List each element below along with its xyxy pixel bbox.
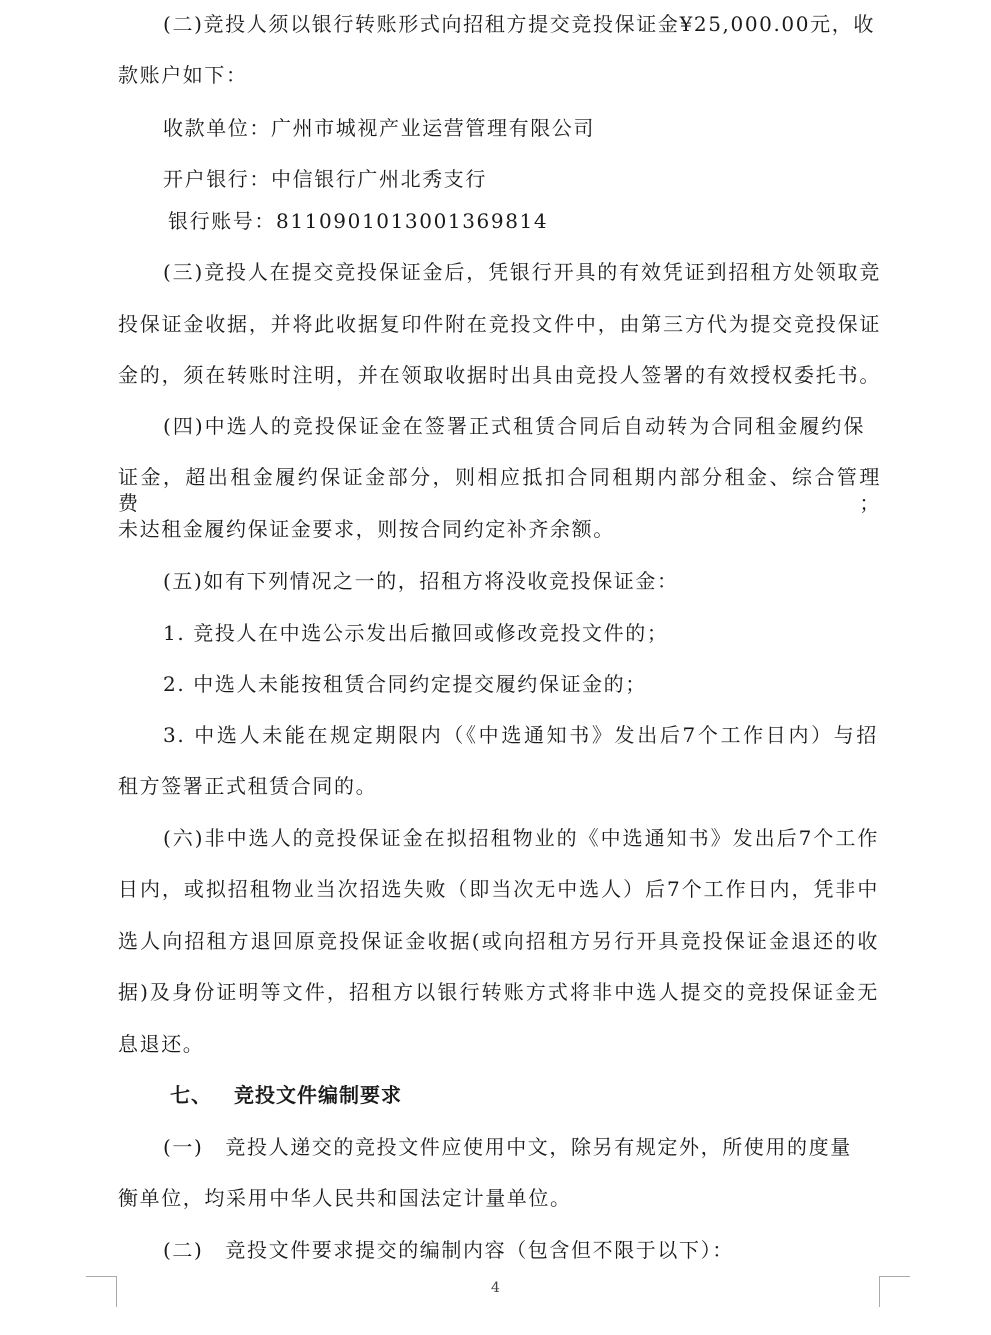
section-7-number: 七、 xyxy=(170,1083,212,1107)
forfeit-item-2: 2. 中选人未能按租赁合同约定提交履约保证金的； xyxy=(163,672,647,696)
paragraph-4-line-3: 未达租金履约保证金要求，则按合同约定补齐余额。 xyxy=(118,517,615,541)
forfeit-item-1: 1. 竞投人在中选公示发出后撤回或修改竞投文件的； xyxy=(163,621,669,645)
paragraph-2-line-2: 款账户如下： xyxy=(118,63,248,87)
page-number: 4 xyxy=(491,1280,500,1296)
section-7-item-2-marker: (二) xyxy=(163,1238,204,1262)
paragraph-2-line-1: (二)竞投人须以银行转账形式向招租方提交竞投保证金¥25,000.00元，收 xyxy=(163,12,875,36)
forfeit-item-3-line-1: 3. 中选人未能在规定期限内（《中选通知书》发出后7个工作日内）与招 xyxy=(163,723,878,747)
section-7-item-2-line-1 xyxy=(163,1237,734,1263)
paragraph-4-line-2: 证金，超出租金履约保证金部分，则相应抵扣合同租期内部分租金、综合管理费； xyxy=(118,465,881,515)
paragraph-6-line-5: 息退还。 xyxy=(118,1032,205,1056)
paragraph-3-line-1: (三)竞投人在提交竞投保证金后，凭银行开具的有效凭证到招租方处领取竞 xyxy=(163,260,881,284)
section-7-item-1-text: 竞投人递交的竞投文件应使用中文，除另有规定外，所使用的度量 xyxy=(225,1135,852,1159)
paragraph-6-line-3: 选人向招租方退回原竞投保证金收据(或向招租方另行开具竞投保证金退还的收 xyxy=(118,929,879,953)
section-7-title: 竞投文件编制要求 xyxy=(234,1083,402,1107)
section-7-item-1-line-1 xyxy=(163,1134,852,1160)
paragraph-3-line-2: 投保证金收据，并将此收据复印件附在竞投文件中，由第三方代为提交竞投保证 xyxy=(118,312,881,336)
account-number: 银行账号：8110901013001369814 xyxy=(168,209,549,233)
paragraph-6-line-2: 日内，或拟招租物业当次招选失败（即当次无中选人）后7个工作日内，凭非中 xyxy=(118,877,879,901)
paragraph-6-line-1: (六)非中选人的竞投保证金在拟招租物业的《中选通知书》发出后7个工作 xyxy=(163,826,879,850)
account-bank: 开户银行：中信银行广州北秀支行 xyxy=(163,167,487,191)
section-7-item-1-marker: (一) xyxy=(163,1135,204,1159)
section-7-item-1-line-2: 衡单位，均采用中华人民共和国法定计量单位。 xyxy=(118,1186,572,1210)
section-7-heading xyxy=(170,1082,402,1108)
account-payee: 收款单位：广州市城视产业运营管理有限公司 xyxy=(163,116,595,140)
paragraph-5-line-1: (五)如有下列情况之一的，招租方将没收竞投保证金： xyxy=(163,569,679,593)
paragraph-3-line-3: 金的，须在转账时注明，并在领取收据时出具由竞投人签署的有效授权委托书。 xyxy=(118,363,881,387)
paragraph-6-line-4: 据)及身份证明等文件，招租方以银行转账方式将非中选人提交的竞投保证金无 xyxy=(118,980,879,1004)
paragraph-4-line-1: (四)中选人的竞投保证金在签署正式租赁合同后自动转为合同租金履约保 xyxy=(163,414,865,438)
forfeit-item-3-line-2: 租方签署正式租赁合同的。 xyxy=(118,774,378,798)
section-7-item-2-text: 竞投文件要求提交的编制内容（包含但不限于以下）： xyxy=(225,1238,734,1262)
